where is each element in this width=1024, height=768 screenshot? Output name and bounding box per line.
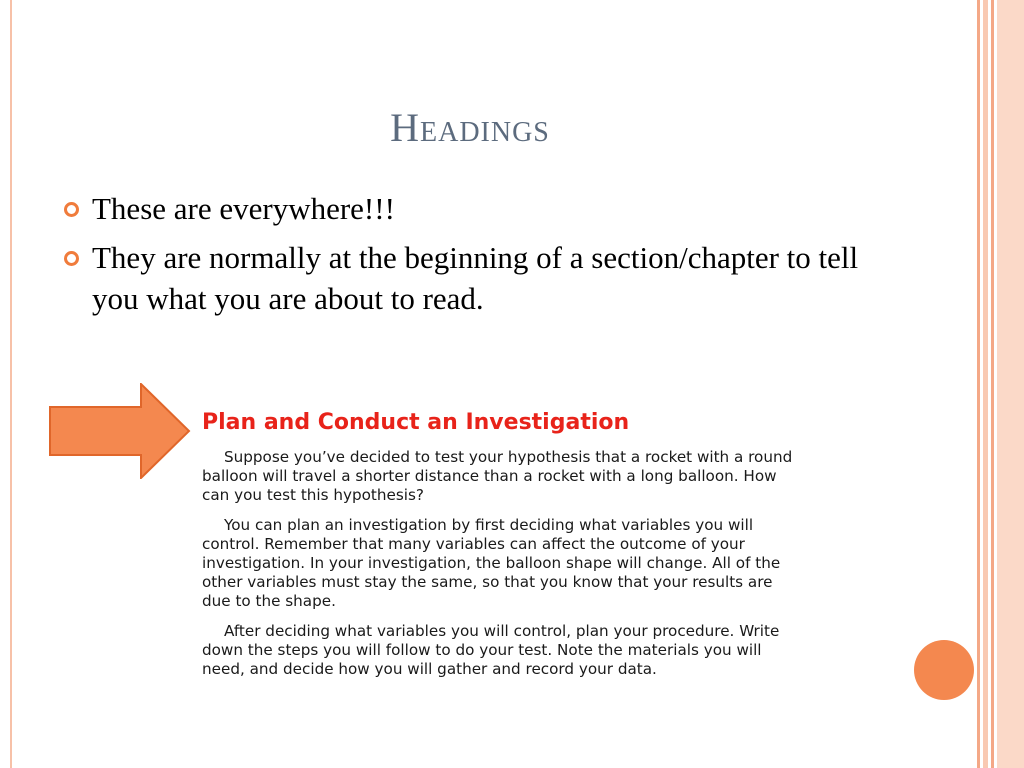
bullet-list xyxy=(92,188,882,327)
excerpt-heading: Plan and Conduct an Investigation xyxy=(202,410,630,435)
bullet-item xyxy=(92,237,882,319)
right-arrow-icon xyxy=(49,383,191,479)
bullet-text: They are normally at the beginning of a section/chapter to tell you what you are about to read. xyxy=(92,240,859,316)
excerpt-paragraph: Suppose you’ve decided to test your hypothesis that a rocket with a round balloon will travel a shorter distance than a rocket with a long balloon. How can you test this hypothesis? xyxy=(202,448,793,505)
circle-bullet-icon xyxy=(64,251,79,266)
bullet-item xyxy=(92,188,882,229)
circle-bullet-icon xyxy=(64,202,79,217)
excerpt-paragraph: You can plan an investigation by first deciding what variables you will control. Remember that many variables can affect the outcome of your investigation. In your investigation, the balloon shape will change. All of the other variables must stay the same, so that you know that your results are due to the shape. xyxy=(202,515,781,611)
right-decorative-stripes xyxy=(977,0,1024,768)
accent-circle xyxy=(914,640,974,700)
bullet-text: These are everywhere!!! xyxy=(92,191,395,226)
excerpt-paragraph: After deciding what variables you will control, plan your procedure. Write down the steps you will follow to do your test. Note the materials you will need, and decide how you will gather and record your data. xyxy=(202,621,780,679)
slide-title: Headings xyxy=(390,105,550,150)
textbook-excerpt xyxy=(202,408,802,689)
